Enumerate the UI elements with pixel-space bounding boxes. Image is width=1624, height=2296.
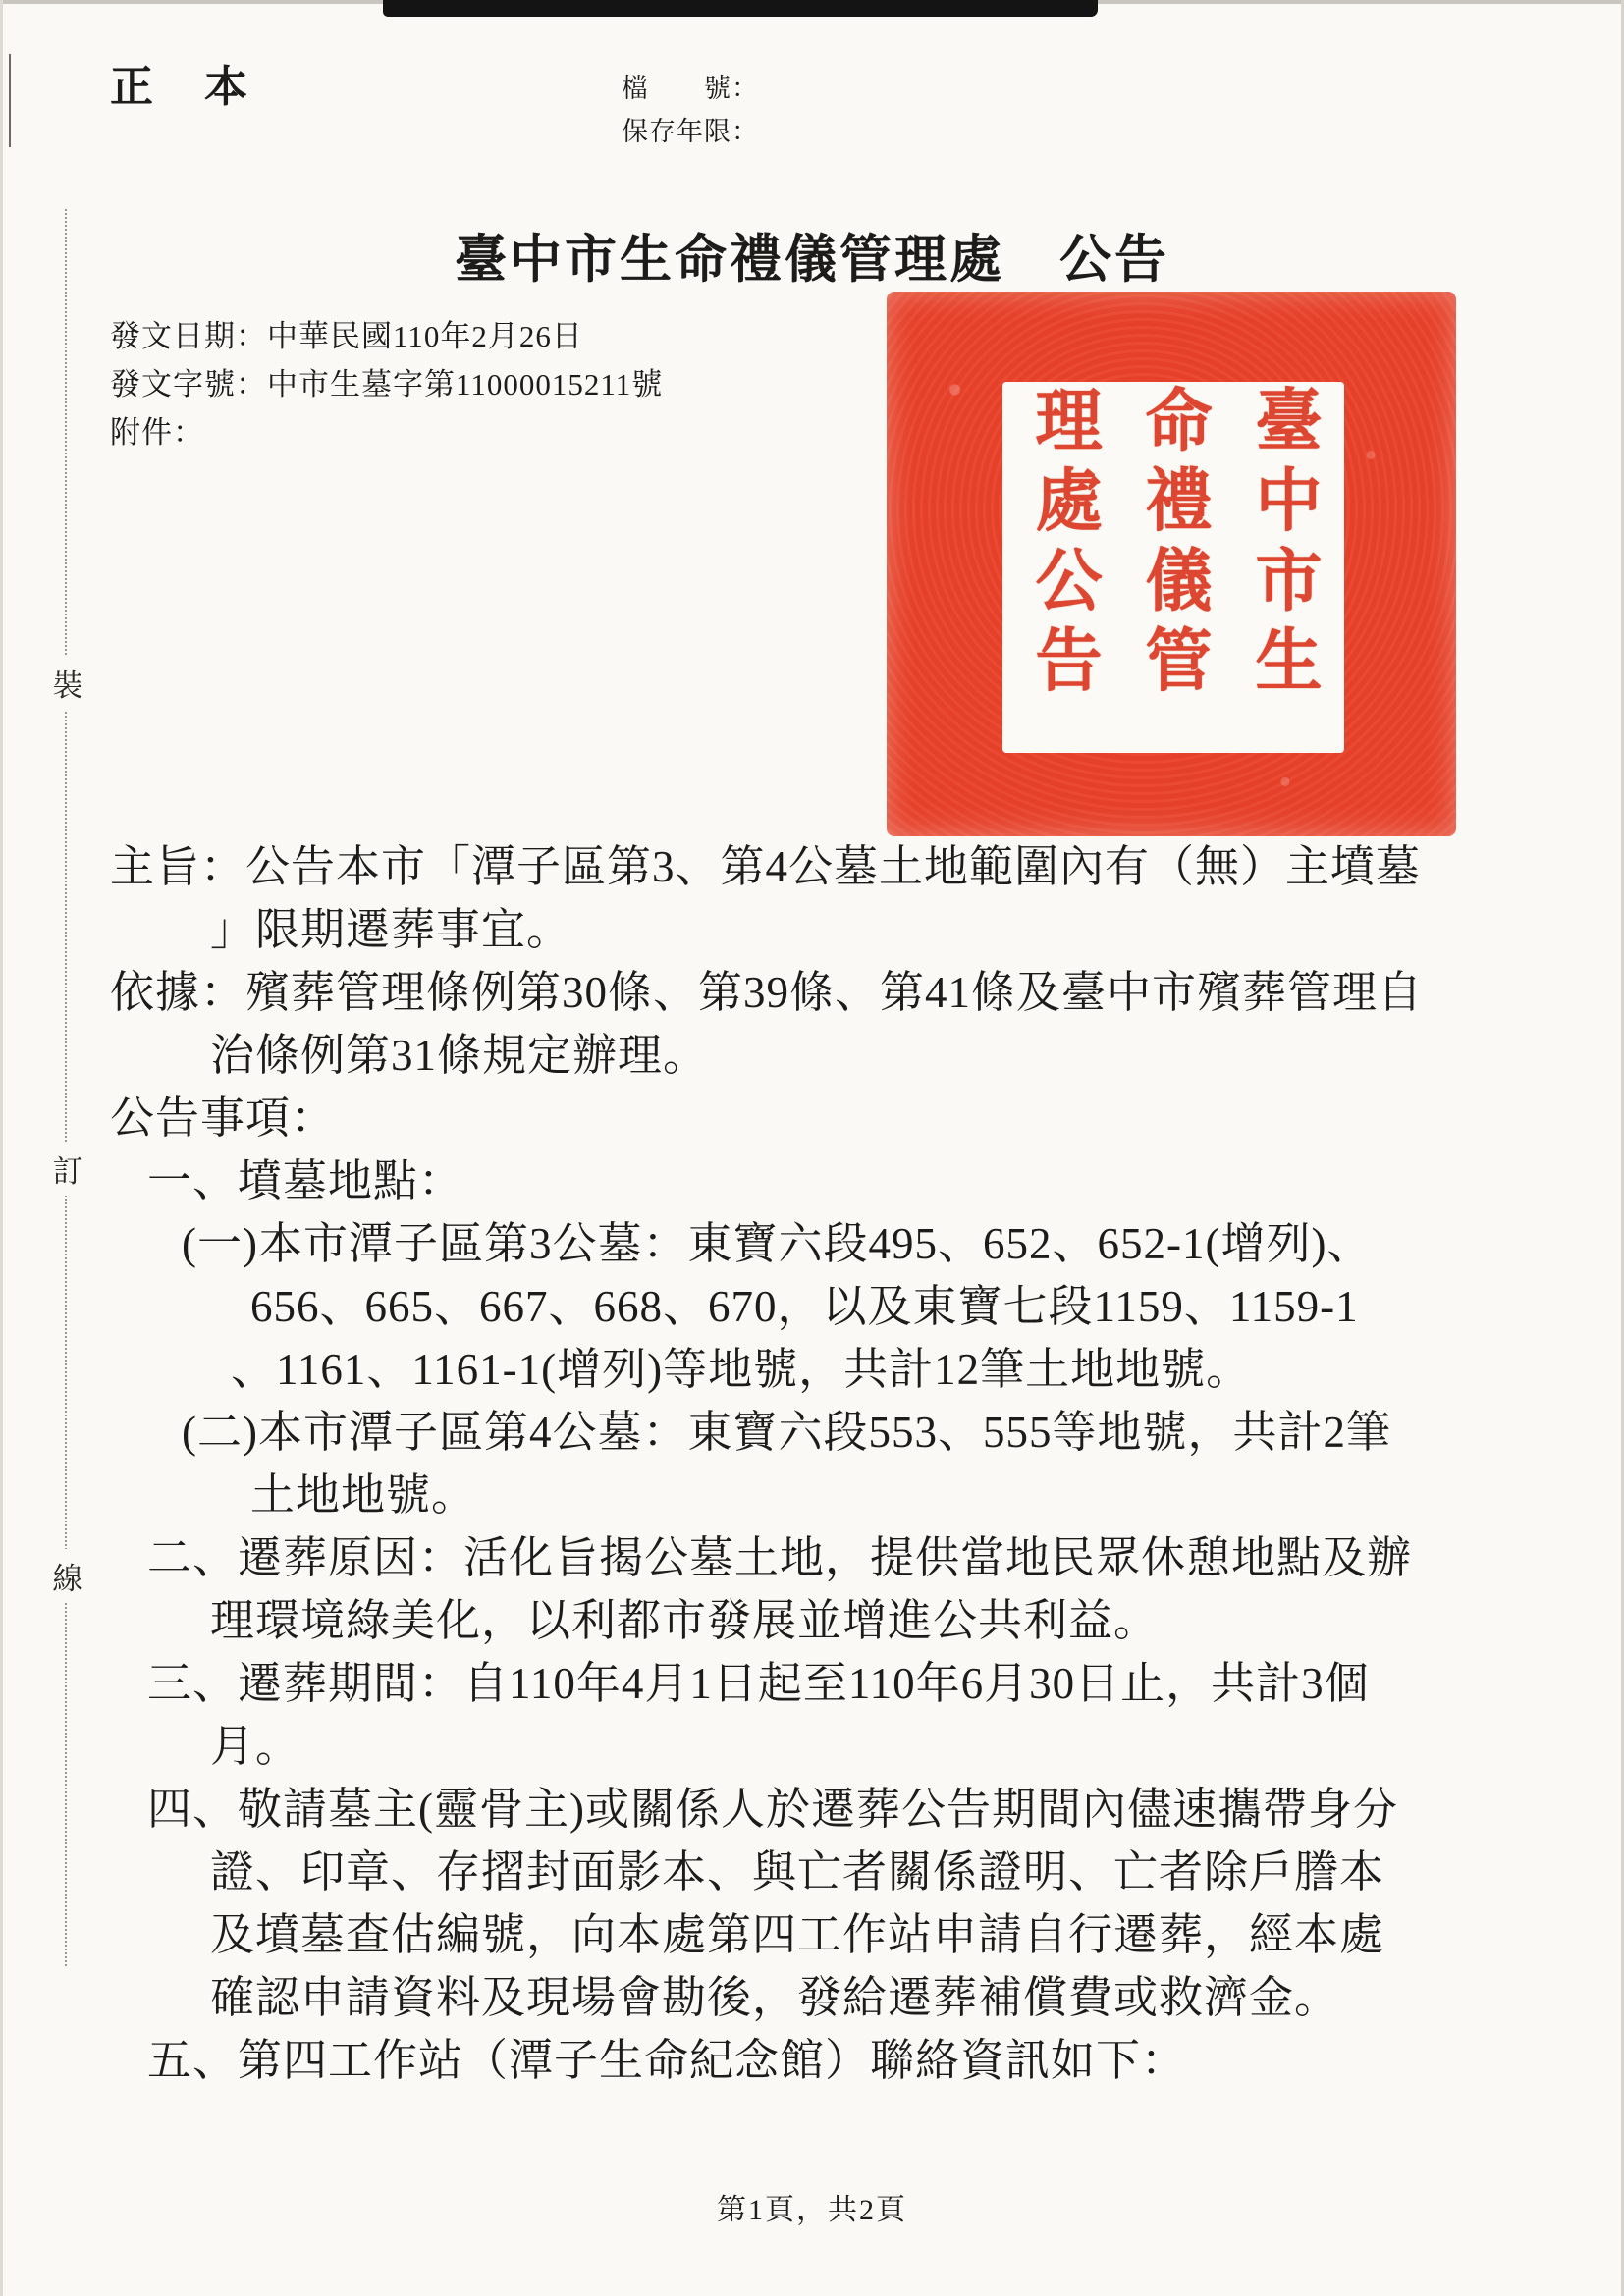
basis-line-2: 治條例第31條規定辦理。 [210, 1031, 709, 1080]
item-1-heading: 一、墳墓地點： [147, 1156, 464, 1205]
item-4-line-2: 證、印章、存摺封面影本、與亡者關係證明、亡者除戶謄本 [210, 1847, 1385, 1896]
item-2-line-2: 理環境綠美化，以利都市發展並增進公共利益。 [210, 1596, 1160, 1645]
doc-number: 發文字號：中市生墓字第11000015211號 [110, 367, 664, 401]
scan-left-edge [0, 0, 3, 2296]
seal-column-right: 臺中市生 [1246, 384, 1321, 705]
copy-type-label: 正 本 [110, 63, 251, 111]
item-1-sub-2-line-2: 土地地號。 [250, 1470, 477, 1520]
binding-mark-zhuang: 裝 [51, 656, 84, 710]
subject-line-2: 」限期遷葬事宜。 [210, 905, 572, 954]
item-2-line-1: 二、遷葬原因：活化旨揭公墓土地，提供當地民眾休憩地點及辦 [147, 1533, 1413, 1582]
item-4-line-4: 確認申請資料及現場會勘後，發給遷葬補償費或救濟金。 [210, 1973, 1340, 2022]
basis-line-1: 依據：殯葬管理條例第30條、第39條、第41條及臺中市殯葬管理自 [110, 968, 1424, 1017]
announcement-body [110, 835, 1504, 2092]
seal-column-left: 理處公告 [1026, 384, 1101, 705]
retention-period-label: 保存年限： [622, 117, 759, 146]
item-3-line-1: 三、遷葬期間：自110年4月1日起至110年6月30日止，共計3個 [147, 1659, 1370, 1708]
binding-fold-dotted-line [65, 209, 67, 1966]
file-number-block [622, 67, 759, 153]
item-4-line-1: 四、敬請墓主(靈骨主)或關係人於遷葬公告期間內儘速攜帶身分 [147, 1785, 1398, 1834]
item-3-line-2: 月。 [210, 1722, 301, 1771]
seal-inscription [1002, 382, 1344, 753]
document-meta [110, 312, 663, 456]
scan-black-strip [383, 0, 1098, 17]
item-1-sub-1-line-3: 、1161、1161-1(增列)等地號，共計12筆土地地號。 [231, 1345, 1252, 1394]
seal-column-middle: 命禮儀管 [1136, 384, 1211, 705]
item-5-line-1: 五、第四工作站（潭子生命紀念館）聯絡資訊如下： [147, 2036, 1187, 2085]
item-1-sub-1-line-1: (一)本市潭子區第3公墓：東寶六段495、652、652-1(增列)、 [182, 1219, 1373, 1268]
binding-mark-xian: 線 [51, 1549, 84, 1603]
page-number: 第1頁，共2頁 [717, 2194, 907, 2226]
item-1-sub-1-line-2: 656、665、667、668、670，以及東寶七段1159、1159-1 [250, 1282, 1359, 1331]
scan-scratch-mark [9, 54, 11, 147]
official-seal-stamp [887, 292, 1456, 836]
file-number-label: 檔 號： [622, 74, 759, 103]
item-4-line-3: 及墳墓查估編號，向本處第四工作站申請自行遷葬，經本處 [210, 1910, 1385, 1959]
binding-mark-ding: 訂 [51, 1142, 84, 1196]
announcement-items-header: 公告事項： [110, 1094, 337, 1143]
page-title: 臺中市生命禮儀管理處 公告 [455, 232, 1169, 289]
issue-date: 發文日期：中華民國110年2月26日 [110, 319, 583, 353]
subject-line-1: 主旨：公告本市「潭子區第3、第4公墓土地範圍內有（無）主墳墓 [110, 842, 1422, 891]
attachment-label: 附件： [110, 415, 204, 450]
item-1-sub-2-line-1: (二)本市潭子區第4公墓：東寶六段553、555等地號，共計2筆 [182, 1408, 1391, 1457]
